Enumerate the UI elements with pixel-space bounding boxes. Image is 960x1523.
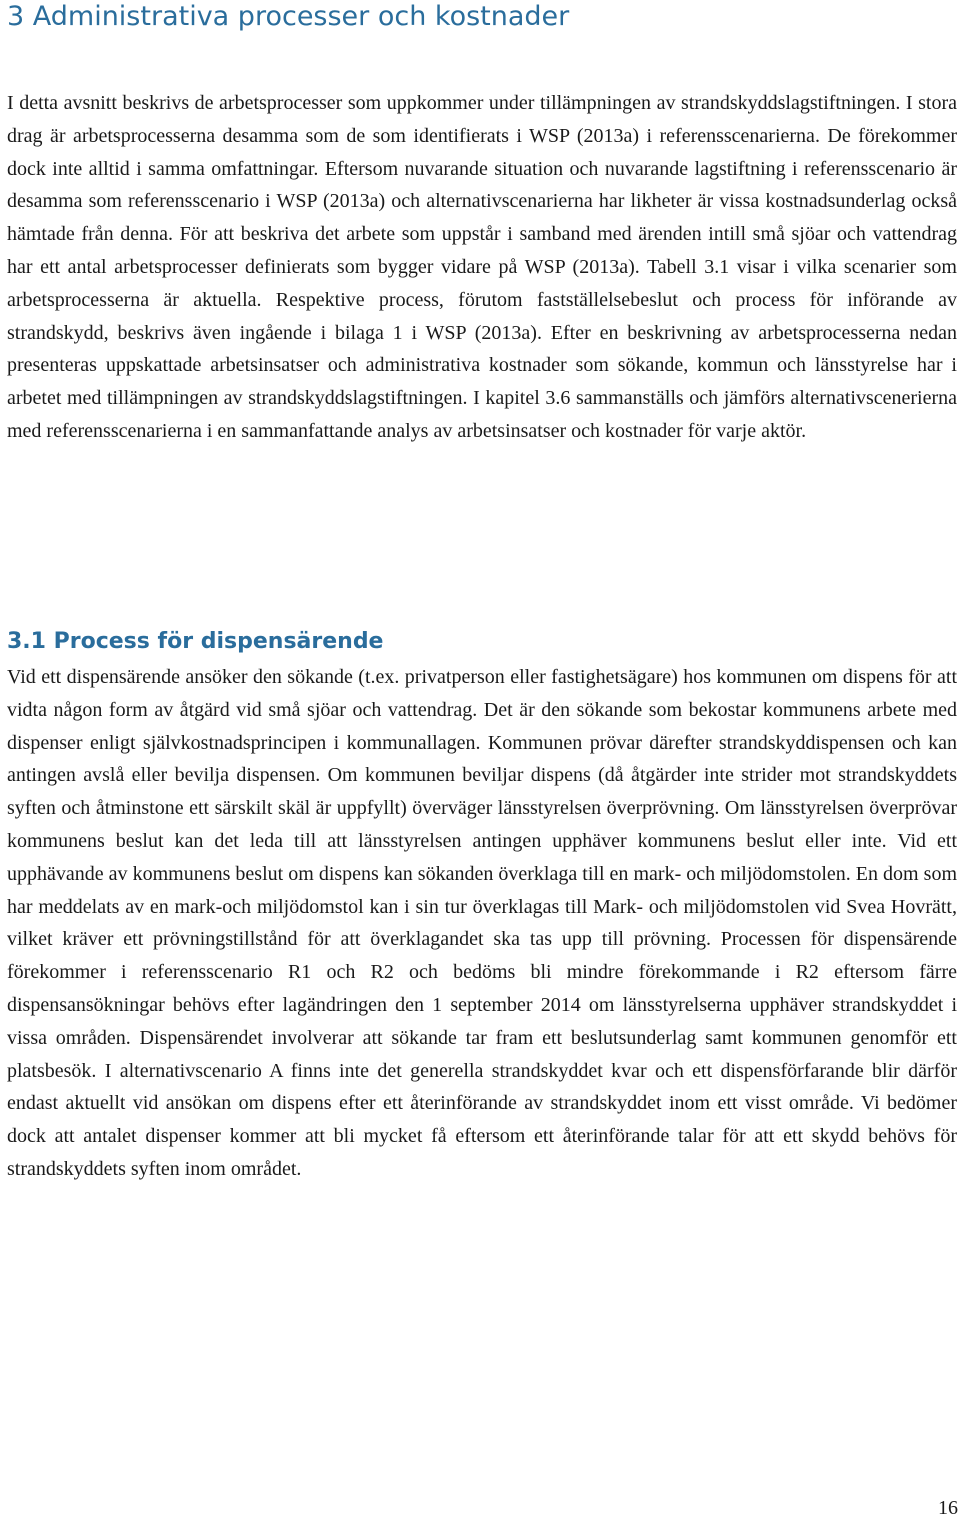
- section-heading: 3 Administrativa processer och kostnader: [7, 1, 570, 32]
- section-intro-paragraph: I detta avsnitt beskrivs de arbetsprocesser som uppkommer under tillämpningen av strandskyddslagstiftningen. I stora drag är arbetsprocesserna desamma som de som identifierats i WSP (2013a) i referensscenarierna. De förekommer dock inte alltid i samma omfattningar. Eftersom nuvarande situation och nuvarande lagstiftning i referensscenario är desamma som referensscenario i WSP (2013a) och alternativscenarierna har likheter är vissa kostnadsunderlag också hämtade från denna. För att beskriva det arbete som uppstår i samband med ärenden intill små sjöar och vattendrag har ett antal arbetsprocesser definierats som bygger vidare på WSP (2013a). Tabell 3.1 visar i vilka scenarier som arbetsprocesserna är aktuella. Respektive process, förutom fastställelsebeslut och process för införande av strandskydd, beskrivs även ingående i bilaga 1 i WSP (2013a). Efter en beskrivning av arbetsprocesserna nedan presenteras uppskattade arbetsinsatser och administrativa kostnader som sökande, kommun och länsstyrelse har i arbetet med tillämpningen av strandskyddslagstiftningen. I kapitel 3.6 sammanställs och jämförs alternativscenerierna med referensscenarierna i en sammanfattande analys av arbetsinsatser och kostnader för varje aktör.: [7, 92, 957, 442]
- subsection-paragraph: Vid ett dispensärende ansöker den sökande (t.ex. privatperson eller fastighetsägare) hos kommunen om dispens för att vidta någon form av åtgärd vid små sjöar och vattendrag. Det är den sökande som bekostar kommunens arbete med dispenser enligt självkostnadsprincipen i kommunallagen. Kommunen prövar därefter strandskyddispensen och kan antingen avslå eller bevilja dispensen. Om kommunen beviljar dispens (då åtgärder inte strider mot strandskyddets syften och åtminstone ett särskilt skäl är uppfyllt) överväger länsstyrelsen överprövning. Om länsstyrelsen överprövar kommunens beslut kan det leda till att länsstyrelsen antingen upphäver kommunens beslut eller inte. Vid ett upphävande av kommunens beslut om dispens kan sökanden överklaga till en mark- och miljödomstolen. En dom som har meddelats av en mark-och miljödomstol kan i sin tur överklagas till Mark- och miljödomstolen vid Svea Hovrätt, vilket kräver ett prövningstillstånd för att överklagandet ska tas upp till prövning. Processen för dispensärende förekommer i referensscenario R1 och R2 och bedöms bli mindre förekommande i R2 eftersom färre dispensansökningar behövs efter lagändringen den 1 september 2014 om länsstyrelserna upphäver strandskyddet i vissa områden. Dispensärendet involverar att sökande tar fram ett beslutsunderlag samt kommunen genomför ett platsbesök. I alternativscenario A finns inte det generella strandskyddet kvar och ett dispensförfarande blir därför endast aktuellt vid ansökan om dispens efter ett återinförande av strandskyddet inom ett visst område. Vi bedömer dock att antalet dispenser kommer att bli mycket få eftersom ett återinförande talar för att ett skydd behövs för strandskyddets syften inom området.: [7, 666, 957, 1180]
- subsection-heading: 3.1 Process för dispensärende: [7, 629, 384, 654]
- page-number: 16: [938, 1497, 958, 1519]
